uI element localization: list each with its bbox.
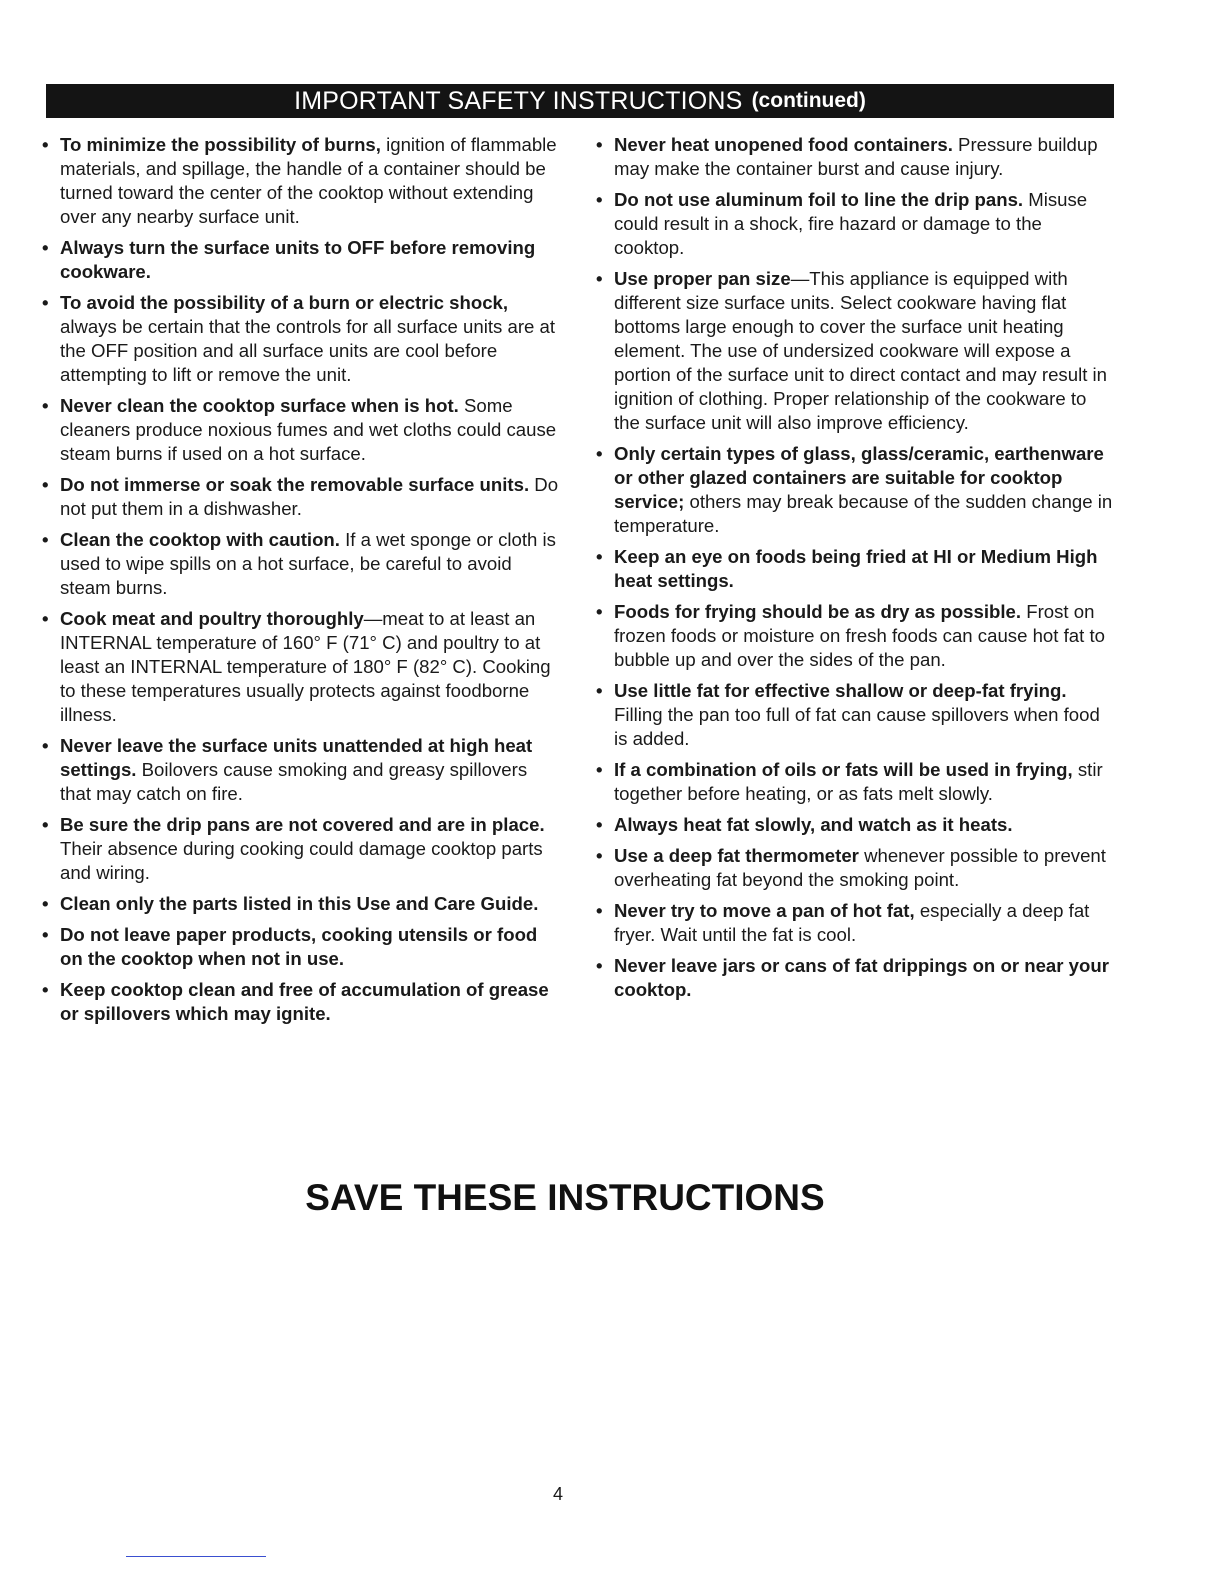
bullet: • [596, 900, 603, 921]
instruction-item [40, 291, 560, 387]
bullet: • [42, 979, 49, 1000]
instruction-item [40, 607, 560, 727]
instruction-heading: To minimize the possibility of burns, [60, 134, 381, 155]
instruction-heading: Keep cooktop clean and free of accumulation of grease or spillovers which may ignite. [60, 979, 549, 1024]
instruction-item [40, 473, 560, 521]
bullet: • [42, 395, 49, 416]
instruction-heading: Never clean the cooktop surface when is hot. [60, 395, 459, 416]
bullet: • [42, 529, 49, 550]
left-column [40, 133, 560, 1033]
instruction-text: others may break because of the sudden change in temperature. [614, 491, 1113, 536]
instruction-heading: Use little fat for effective shallow or deep-fat frying. [614, 680, 1067, 701]
instruction-heading: Keep an eye on foods being fried at HI or Medium High heat settings. [614, 546, 1098, 591]
instruction-item [594, 442, 1114, 538]
instruction-text: ignition of flammable materials, and spillage, the handle of a container should be turned toward the center of the cooktop without extending over any nearby surface unit. [60, 134, 557, 227]
footer-divider [126, 1556, 266, 1557]
instruction-heading: Never try to move a pan of hot fat, [614, 900, 915, 921]
instruction-item [40, 734, 560, 806]
instruction-item [40, 133, 560, 229]
bullet: • [596, 189, 603, 210]
instruction-text: Filling the pan too full of fat can cause spillovers when food is added. [614, 704, 1100, 749]
instruction-heading: Use a deep fat thermometer [614, 845, 859, 866]
instruction-item [594, 813, 1114, 837]
instruction-heading: Do not leave paper products, cooking utensils or food on the cooktop when not in use. [60, 924, 538, 969]
instruction-item [40, 236, 560, 284]
bullet: • [596, 680, 603, 701]
section-title: IMPORTANT SAFETY INSTRUCTIONS [294, 86, 743, 115]
instruction-text: —meat to at least an INTERNAL temperature of 160° F (71° C) and poultry to at least an INTERNAL temperature of 180° F (82° C). Cooking to these temperatures usually protects against foodborne illness. [60, 608, 551, 725]
instruction-heading: Never leave the surface units unattended at high heat settings. [60, 735, 533, 780]
instruction-item [594, 899, 1114, 947]
instruction-text: Do not put them in a dishwasher. [60, 474, 559, 519]
instruction-item [594, 758, 1114, 806]
instruction-item [40, 923, 560, 971]
bullet: • [596, 845, 603, 866]
section-header-bar [46, 84, 1114, 118]
instruction-item [594, 133, 1114, 181]
instruction-heading: Do not immerse or soak the removable surface units. [60, 474, 530, 495]
bullet: • [42, 735, 49, 756]
instruction-heading: Clean only the parts listed in this Use and Care Guide. [60, 893, 539, 914]
instruction-heading: Only certain types of glass, glass/ceramic, earthenware or other glazed containers are suitable for cooktop service; [614, 443, 1104, 512]
instruction-item [40, 528, 560, 600]
instruction-item [594, 679, 1114, 751]
instruction-text: Misuse could result in a shock, fire hazard or damage to the cooktop. [614, 189, 1088, 258]
instruction-item [594, 600, 1114, 672]
instruction-text: Their absence during cooking could damage cooktop parts and wiring. [60, 838, 543, 883]
instruction-heading: If a combination of oils or fats will be used in frying, [614, 759, 1073, 780]
instruction-heading: To avoid the possibility of a burn or electric shock, [60, 292, 509, 313]
instruction-text: Frost on frozen foods or moisture on fresh foods can cause hot fat to bubble up and over the sides of the pan. [614, 601, 1105, 670]
bullet: • [596, 814, 603, 835]
instruction-text: If a wet sponge or cloth is used to wipe spills on a hot surface, be careful to avoid steam burns. [60, 529, 556, 598]
bullet: • [42, 814, 49, 835]
instruction-heading: Always turn the surface units to OFF before removing cookware. [60, 237, 536, 282]
instruction-text: —This appliance is equipped with different size surface units. Select cookware having flat bottoms large enough to cover the surface unit heating element. The use of undersized cookware will expose a portion of the surface unit to direct contact and may result in ignition of clothing. Proper relationship of the cookware to the surface unit will also improve efficiency. [614, 268, 1107, 433]
instruction-text: Boilovers cause smoking and greasy spillovers that may catch on fire. [60, 759, 528, 804]
bullet: • [596, 546, 603, 567]
instruction-item [594, 188, 1114, 260]
section-subtitle: (continued) [751, 89, 866, 112]
bullet: • [596, 134, 603, 155]
instruction-heading: Be sure the drip pans are not covered and are in place. [60, 814, 545, 835]
instruction-text: whenever possible to prevent overheating fat beyond the smoking point. [614, 845, 1106, 890]
bullet: • [42, 134, 49, 155]
instruction-heading: Never heat unopened food containers. [614, 134, 953, 155]
right-column [594, 133, 1114, 1009]
bullet: • [42, 924, 49, 945]
instruction-heading: Use proper pan size [614, 268, 791, 289]
bullet: • [42, 292, 49, 313]
bullet: • [596, 601, 603, 622]
instruction-heading: Cook meat and poultry thoroughly [60, 608, 364, 629]
instruction-item [594, 545, 1114, 593]
instruction-text: always be certain that the controls for all surface units are at the OFF position and all surface units are cool before attempting to lift or remove the unit. [60, 316, 556, 385]
bullet: • [42, 893, 49, 914]
instruction-heading: Never leave jars or cans of fat drippings on or near your cooktop. [614, 955, 1109, 1000]
instruction-heading: Clean the cooktop with caution. [60, 529, 340, 550]
bullet: • [42, 237, 49, 258]
instruction-item [40, 892, 560, 916]
instruction-item [40, 394, 560, 466]
page-number: 4 [553, 1484, 564, 1504]
instruction-heading: Always heat fat slowly, and watch as it heats. [614, 814, 1013, 835]
bullet: • [596, 443, 603, 464]
bullet: • [42, 608, 49, 629]
instruction-text: Some cleaners produce noxious fumes and wet cloths could cause steam burns if used on a hot surface. [60, 395, 557, 464]
instruction-item [40, 813, 560, 885]
instruction-item [594, 844, 1114, 892]
instruction-heading: Foods for frying should be as dry as possible. [614, 601, 1022, 622]
instruction-item [594, 954, 1114, 1002]
bullet: • [596, 759, 603, 780]
bullet: • [596, 955, 603, 976]
instruction-item [594, 267, 1114, 435]
instruction-text: especially a deep fat fryer. Wait until the fat is cool. [614, 900, 1090, 945]
bullet: • [596, 268, 603, 289]
save-instructions-heading: SAVE THESE INSTRUCTIONS [305, 1177, 825, 1218]
bullet: • [42, 474, 49, 495]
instruction-text: stir together before heating, or as fats melt slowly. [614, 759, 1103, 804]
instruction-text: Pressure buildup may make the container burst and cause injury. [614, 134, 1098, 179]
instruction-heading: Do not use aluminum foil to line the drip pans. [614, 189, 1024, 210]
instruction-item [40, 978, 560, 1026]
